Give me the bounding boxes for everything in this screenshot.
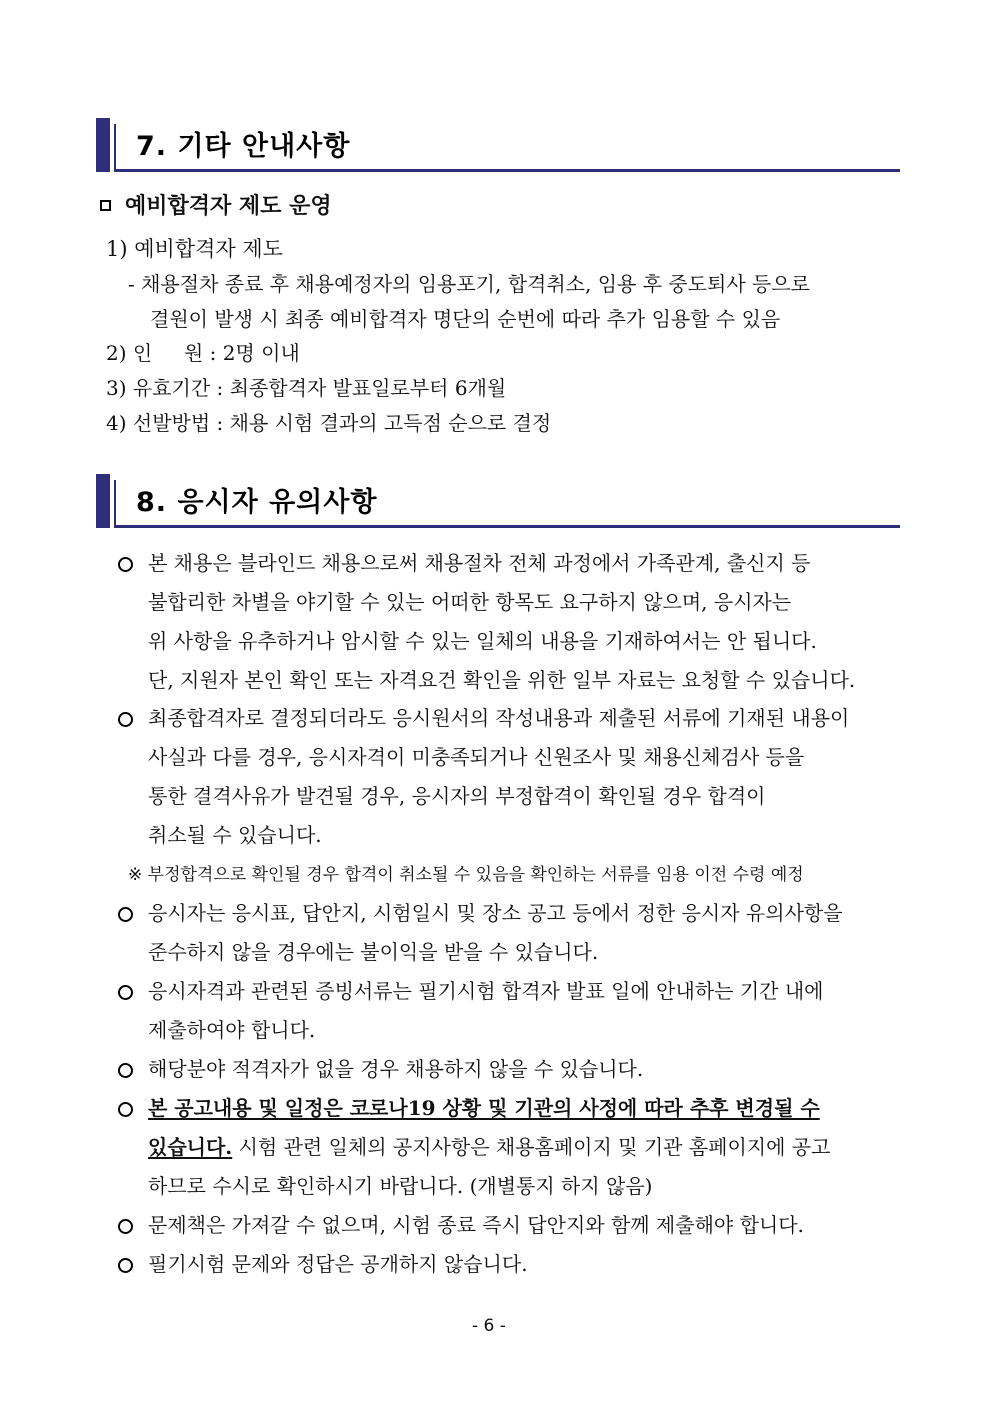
bullet-6-bold-line2: 있습니다. — [148, 1135, 233, 1159]
circle-bullet-icon — [118, 1219, 133, 1234]
bullet-1-line2: 불합리한 차별을 야기할 수 있는 어떠한 항목도 요구하지 않으며, 응시자는 — [148, 590, 792, 614]
bullet-6-line3: 하므로 수시로 확인하시기 바랍니다. (개별통지 하지 않음) — [148, 1174, 653, 1198]
bullet-6-bold-line1: 본 공고내용 및 일정은 코로나19 상황 및 기관의 사정에 따라 추후 변경될 수 — [148, 1096, 820, 1120]
section-7-title: 7. 기타 안내사항 — [136, 131, 351, 162]
bullet-8: 필기시험 문제와 정답은 공개하지 않습니다. — [148, 1252, 528, 1276]
bullet-4-line1: 응시자격과 관련된 증빙서류는 필기시험 합격자 발표 일에 안내하는 기간 내에 — [148, 979, 824, 1003]
bullet-6-rest-line2: 시험 관련 일체의 공지사항은 채용홈페이지 및 기관 홈페이지에 공고 — [232, 1135, 831, 1159]
bullet-4-line2: 제출하여야 합니다. — [148, 1018, 316, 1042]
square-bullet-icon — [100, 200, 111, 211]
circle-bullet-icon — [118, 1102, 133, 1117]
bullet-2-line3: 통한 결격사유가 발견될 경우, 응시자의 부정합격이 확인될 경우 합격이 — [148, 784, 766, 808]
subheading — [100, 195, 332, 219]
circle-bullet-icon — [118, 1258, 133, 1273]
bullet-5: 해당분야 적격자가 없을 경우 채용하지 않을 수 있습니다. — [148, 1057, 644, 1081]
section-7-header — [96, 118, 900, 172]
bullet-3-line1: 응시자는 응시표, 답안지, 시험일시 및 장소 공고 등에서 정한 응시자 유의사항을 — [148, 901, 843, 925]
circle-bullet-icon — [118, 985, 133, 1000]
bullet-1-line3: 위 사항을 유추하거나 암시할 수 있는 일체의 내용을 기재하여서는 안 됩니다. — [148, 629, 817, 653]
header-underline — [114, 525, 900, 528]
section-8-title: 8. 응시자 유의사항 — [136, 487, 378, 518]
bullet-6-line2 — [148, 1135, 830, 1159]
bullet-2-line1: 최종합격자로 결정되더라도 응시원서의 작성내용과 제출된 서류에 기재된 내용이 — [148, 706, 850, 730]
item-1-desc-line2: 결원이 발생 시 최종 예비합격자 명단의 순번에 따라 추가 임용할 수 있음 — [150, 307, 781, 331]
header-accent-bar — [96, 118, 110, 172]
circle-bullet-icon — [118, 1063, 133, 1078]
item-2: 2) 인 원 : 2명 이내 — [106, 341, 300, 365]
item-3: 3) 유효기간 : 최종합격자 발표일로부터 6개월 — [106, 376, 507, 400]
circle-bullet-icon — [118, 907, 133, 922]
bullet-2-line2: 사실과 다를 경우, 응시자격이 미충족되거나 신원조사 및 채용신체검사 등을 — [148, 745, 805, 769]
circle-bullet-icon — [118, 557, 133, 572]
bullet-3-line2: 준수하지 않을 경우에는 불이익을 받을 수 있습니다. — [148, 940, 599, 964]
bullet-1-line4: 단, 지원자 본인 확인 또는 자격요건 확인을 위한 일부 자료는 요청할 수 있습니다. — [148, 668, 856, 692]
header-accent-thin-bar — [114, 124, 116, 170]
section-8-header — [96, 474, 900, 528]
bullet-7: 문제책은 가져갈 수 없으며, 시험 종료 즉시 답안지와 함께 제출해야 합니다. — [148, 1213, 804, 1237]
note-text: ※ 부정합격으로 확인될 경우 합격이 취소될 수 있음을 확인하는 서류를 임용 이전 수령 예정 — [128, 865, 804, 885]
bullet-1-line1: 본 채용은 블라인드 채용으로써 채용절차 전체 과정에서 가족관계, 출신지 등 — [148, 551, 811, 575]
item-4: 4) 선발방법 : 채용 시험 결과의 고득점 순으로 결정 — [106, 411, 552, 435]
item-1-desc-line1: - 채용절차 종료 후 채용예정자의 임용포기, 합격취소, 임용 후 중도퇴사 등으로 — [128, 272, 810, 296]
bullet-2-line4: 취소될 수 있습니다. — [148, 823, 322, 847]
item-1-label: 1) 예비합격자 제도 — [106, 237, 283, 261]
page-number: - 6 - — [472, 1316, 506, 1336]
subheading-text: 예비합격자 제도 운영 — [125, 194, 332, 219]
header-accent-thin-bar — [114, 480, 116, 526]
header-accent-bar — [96, 474, 110, 528]
header-underline — [114, 169, 900, 172]
circle-bullet-icon — [118, 712, 133, 727]
